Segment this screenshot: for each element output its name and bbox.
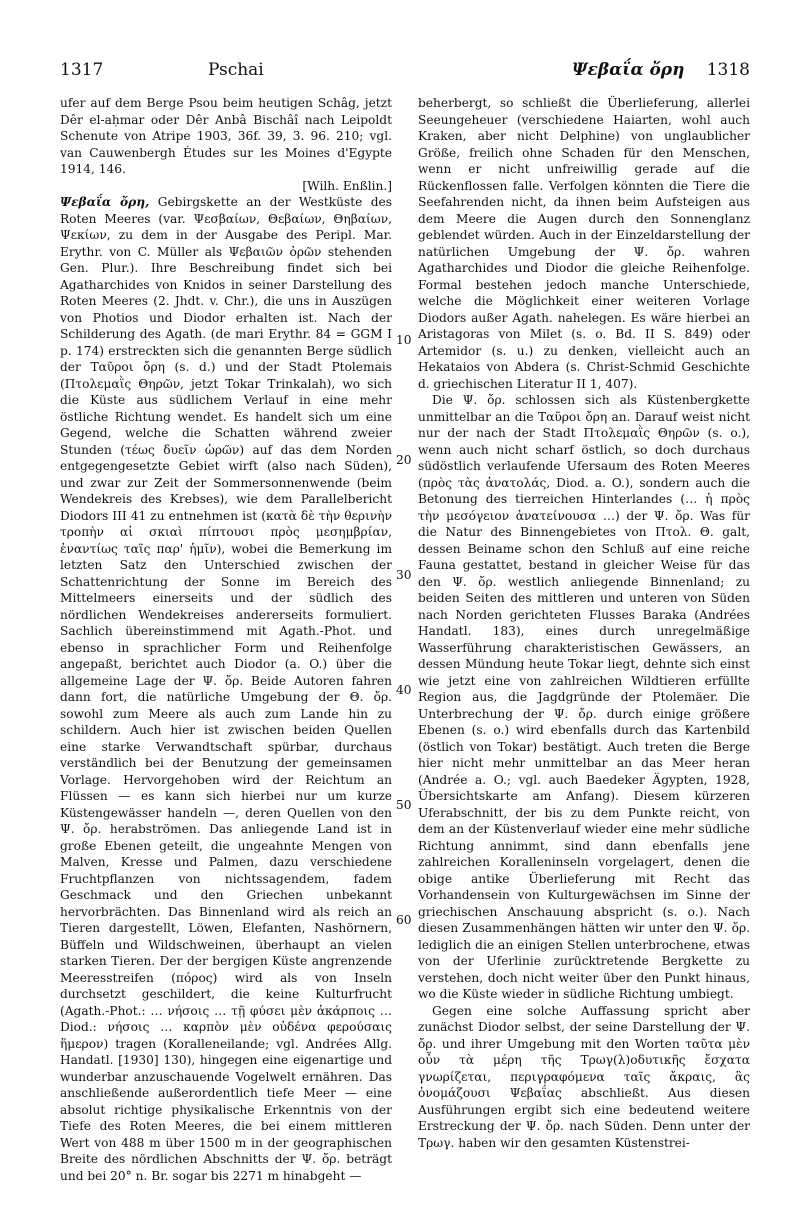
- line-number: 30: [396, 568, 412, 582]
- body-paragraph: beherbergt, so schließt die Überlieferung, allerlei Seeungeheuer (verschiedene Haiarten, wohl auch Kraken, aber nicht Delphine) von unglaublicher Größe, freilich ohne Schaden für den Menschen, wenn er nicht unfreiwillig gerade auf die Rückenflossen falle. Verfolgen könnten die Tiere die Seefahrenden nicht, da ihnen beim Aufsteigen aus dem Meere die Augen durch den Sonnenglanz geblendet würden. Auch in der Einzeldarstellung der natürlichen Umgebung der Ψ. ὄρ. wahren Agatharchides und Diodor die gleiche Reihenfolge. Formal bestehen jedoch manche Unterschiede, welche die Möglichkeit einer weiteren Vorlage Diodors außer Agath. nahelegen. Es wäre hierbei an Aristagoras von Milet (s. o. Bd. II S. 849) oder Artemidor (s. u.) zu denken, vielleicht auch an Hekataios von Abdera (s. Christ-Schmid Geschichte d. griechischen Literatur II 1, 407).: [418, 96, 750, 391]
- continuation-paragraph: ufer auf dem Berge Psou beim heutigen Schâg, jetzt Dêr el-aḥmar oder Dêr Anbâ Bischâî nach Leipoldt Schenute von Atripe 1903, 36f. 39, 3. 96. 210; vgl. van Cauwenbergh Études sur les Moines d'Egypte 1914, 146.: [60, 96, 392, 176]
- entry-paragraph: [60, 194, 392, 1184]
- body-paragraph: Die Ψ. ὄρ. schlossen sich als Küstenbergkette unmittelbar an die Ταῦροι ὄρη an. Darauf weist nicht nur der nach der Stadt Πτολεμαῒς Θηρῶν (s. o.), wenn auch nicht scharf östlich, so doch durchaus südöstlich verlaufende Ufersaum des Roten Meeres (πρὸς τὰς ἀνατολάς, Diod. a. O.), sondern auch die Betonung des tierreichen Hinterlandes (… ἡ πρὸς τὴν μεσόγειον ἀνατείνουσα …) der Ψ. ὄρ. Was für die Natur des Binnengebietes von Πτολ. Θ. galt, dessen Beiname schon den Schluß auf eine reiche Fauna gestattet, bestand in gleicher Weise für das den Ψ. ὄρ. westlich anliegende Binnenland; zu beiden Seiten des mittleren und unteren von Süden nach Norden gerichteten Flusses Baraka (Andrées Handatl. 183), eines durch unregelmäßige Wasserführung charakteristischen Gewässers, an dessen Mündung heute Tokar liegt, dehnte sich einst wie jetzt eine von zahlreichen Wildtieren erfüllte Region aus, die Jagdgründe der Ptolemäer. Die Unterbrechung der Ψ. ὄρ. durch einige größere Ebenen (s. o.) wird ebenfalls durch das Kartenbild (östlich von Tokar) bestätigt. Auch treten die Berge hier nicht mehr unmittelbar an das Meer heran (Andrée a. O.; vgl. auch Baedeker Ägypten, 1928, Übersichtskarte am Anfang). Diesem kürzeren Uferabschnitt, der bis zu dem Punkte reicht, von dem an der Küstenverlauf wieder eine mehr südliche Richtung annimmt, sind dann ebenfalls jene zahlreichen Koralleninseln vorgelagert, denen die obige antike Überlieferung mit Recht das Vorhandensein von Kulturgewächsen im Sinne der griechischen Anschauung abspricht (s. o.). Nach diesen Zusammenhängen hätten wir unter den Ψ. ὄρ. lediglich die an einigen Stellen unterbrochene, etwas von der Uferlinie zurücktretende Bergkette zu verstehen, doch nicht weiter über den Punkt hinaus, wo die Küste wieder in südliche Richtung umbiegt.: [418, 393, 750, 1001]
- body-paragraph: Gegen eine solche Auffassung spricht aber zunächst Diodor selbst, der seine Darstellung der Ψ. ὄρ. und ihrer Umgebung mit den Worten ταῦτα μὲν οὖν τὰ μέρη τῆς Τρωγ(λ)οδυτικῆς ἔσχατα γνωρίζεται, περιγραφόμενα ταῖς ἄκραις, ἃς ὀνομάζουσι Ψεβαΐας abschließt. Aus diesen Ausführungen ergibt sich eine bedeutend weitere Erstreckung der Ψ. ὄρ. nach Süden. Denn unter der Τρωγ. haben wir den gesamten Küstenstrei-: [418, 1003, 750, 1150]
- running-head-section: Pschai: [208, 60, 264, 80]
- line-number: 20: [396, 453, 412, 467]
- entry-text: Gebirgskette an der Westküste des Roten Meeres (var. Ψεσβαίων, Θεβαίων, Θηβαίων, Ψεκίων, zu dem in der Ausgabe des Peripl. Mar. Erythr. von C. Müller als Ψεβαιῶν ὀρῶν stehenden Gen. Plur.). Ihre Beschreibung findet sich bei Agatharchides von Knidos in seiner Darstellung des Roten Meeres (2. Jhdt. v. Chr.), die uns in Auszügen von Photios und Diodor erhalten ist. Nach der Schilderung des Agath. (de mari Erythr. 84 = GGM I p. 174) erstreckten sich die genannten Berge südlich der Ταῦροι ὄρη (s. d.) und der Stadt Ptolemais (Πτολεμαῒς Θηρῶν, jetzt Tokar Trinkalah), wo sich die Küste aus südlichem Verlauf in eine mehr östliche Richtung wendet. Es handelt sich um eine Gegend, welche die Schatten während zweier Stunden (τέως δυεῖν ὡρῶν) auf das dem Norden entgegengesetzte Gebiet wirft (also nach Süden), und zwar zur Zeit der Sommersonnenwende (beim Wendekreis des Krebses), wie dem Parallelbericht Diodors III 41 zu entnehmen ist (κατὰ δὲ τὴν θερινὴν τροπὴν αἱ σκιαὶ πίπτουσι πρὸς μεσημβρίαν, ἐναντίως ταῖς παρ' ἡμῖν), wobei die Bemerkung im letzten Satz den Unterschied zwischen der Schattenrichtung der Sonne im Bereich des Mittelmeers einerseits und der südlich des nördlichen Wendekreises andererseits formuliert. Sachlich übereinstimmend mit Agath.-Phot. und ebenso in sprachlicher Form und Reihenfolge angepaßt, berichtet auch Diodor (a. O.) über die allgemeine Lage der Ψ. ὄρ. Beide Autoren fahren dann fort, die natürliche Umgebung der Θ. ὄρ. sowohl zum Meere als auch zum Lande hin zu schildern. Auch hier ist zwischen beiden Quellen eine starke Verwandtschaft spürbar, durchaus verständlich bei der Benutzung der gemeinsamen Vorlage. Hervorgehoben wird der Reichtum an Flüssen — es kann sich hierbei nur um kurze Küstengewässer handeln —, deren Quellen von den Ψ. ὄρ. herabströmen. Das anliegende Land ist in große Ebenen geteilt, die ungeahnte Mengen von Malven, Kresse und Palmen, dazu verschiedene Fruchtpflanzen von nichtssagendem, fadem Geschmack und den Griechen unbekannt hervorbrächten. Das Binnenland wird als reich an Tieren dargestellt, Löwen, Elefanten, Nashörnern, Büffeln und Wildschweinen, überhaupt an vielen starken Tieren. Der der bergigen Küste angrenzende Meeresstreifen (πόρος) wird als von Inseln durchsetzt geschildert, die keine Kulturfrucht (Agath.-Phot.: … νήσοις … τῇ φύσει μὲν ἀκάρποις … Diod.: νήσοις … καρπὸν μὲν οὐδένα φερούσαις ἥμερον) tragen (Koralleneilande; vgl. Andrées Allg. Handatl. [1930] 130), hingegen eine eigenartige und wunderbar anzuschauende Vogelwelt ernähren. Das anschließende außerordentlich tiefe Meer — eine absolut richtige physikalische Erkenntnis von der Tiefe des Roten Meeres, die bei einem mittleren Wert von 488 m über 1500 m in der geographischen Breite des nördlichen Abschnitts der Ψ. ὄρ. beträgt und bei 20° n. Br. sogar bis 2271 m hinabgeht —: [60, 195, 392, 1183]
- left-column: [60, 95, 392, 1205]
- page-number-left: 1317: [60, 60, 104, 80]
- right-column: [418, 95, 750, 1205]
- line-number: 60: [396, 913, 412, 927]
- page-header: [60, 60, 750, 86]
- running-head-title: Ψεβαΐα ὄρη: [572, 60, 685, 80]
- line-number: 50: [396, 798, 412, 812]
- page-number-right: 1318: [706, 60, 750, 80]
- author-signature: [Wilh. Enßlin.]: [302, 178, 392, 193]
- line-number: 10: [396, 333, 412, 347]
- line-numbers: [396, 95, 416, 1205]
- entry-lemma: Ψεβαΐα ὄρη,: [60, 195, 150, 209]
- line-number: 40: [396, 683, 412, 697]
